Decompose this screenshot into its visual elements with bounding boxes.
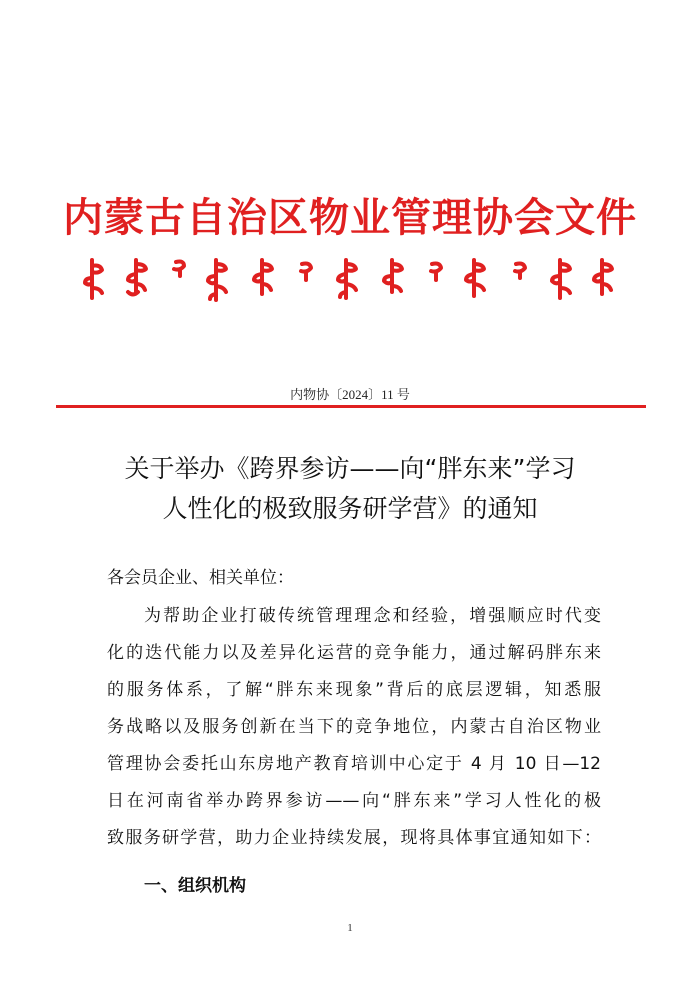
- body-paragraph-line: 管理协会委托山东房地产教育培训中心定于 4 月 10 日—12: [107, 754, 601, 774]
- notice-title-line-1: 关于举办《跨界参访——向“胖东来”学习: [124, 454, 576, 483]
- salutation: 各会员企业、相关单位：: [107, 568, 294, 588]
- body-paragraph-line: 化的迭代能力以及差异化运营的竞争能力，通过解码胖东来: [107, 643, 601, 663]
- section-heading-organization: 一、组织机构: [144, 876, 246, 896]
- body-paragraph-line: 日在河南省举办跨界参访——向“胖东来”学习人性化的极: [107, 791, 601, 811]
- body-paragraph-line: 务战略以及服务创新在当下的竞争地位，内蒙古自治区物业: [107, 717, 601, 737]
- body-paragraph-line: 的服务体系，了解“胖东来现象”背后的底层逻辑，知悉服: [107, 680, 601, 700]
- document-header-title: 内蒙古自治区物业管理协会文件: [63, 194, 637, 241]
- notice-title-line-2: 人性化的极致服务研学营》的通知: [162, 494, 538, 523]
- red-divider-line: [56, 405, 646, 408]
- document-number: 内物协〔2024〕11 号: [290, 387, 410, 402]
- body-paragraph-line: 致服务研学营，助力企业持续发展，现将具体事宜通知如下：: [107, 828, 601, 848]
- mongolian-script-header: [80, 258, 620, 302]
- body-paragraph-line: 为帮助企业打破传统管理理念和经验，增强顺应时代变: [144, 606, 601, 626]
- page-number: 1: [347, 922, 353, 934]
